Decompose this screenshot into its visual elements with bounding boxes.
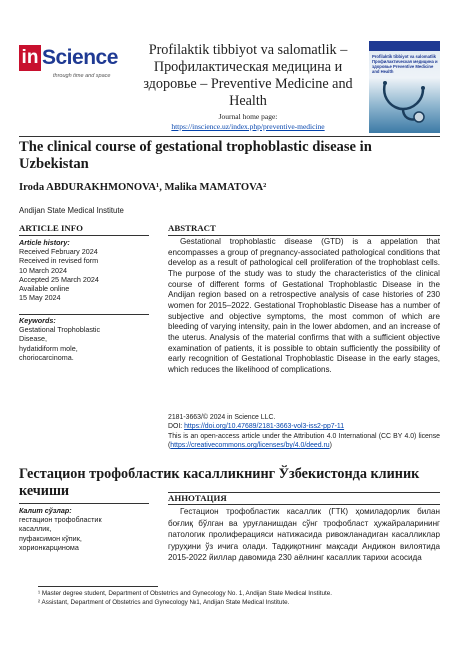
uz-abstract-heading: АННОТАЦИЯ <box>168 493 227 503</box>
footnote-item: ² Assistant, Department of Obstetrics and Gynecology №1, Andijan State Medical Institute. <box>38 599 290 606</box>
history-item: 15 May 2024 <box>19 293 61 303</box>
journal-logo <box>19 42 118 90</box>
journal-title: Profilaktik tibbiyot va salomatlik – Профилактическая медицина и здоровье – Preventive Medicine and Health <box>143 42 353 109</box>
license-suffix: ) <box>329 442 332 449</box>
journal-header <box>133 42 363 132</box>
article-title: The clinical course of gestational trophoblastic disease in Uzbekistan <box>19 139 372 172</box>
article-info-heading: ARTICLE INFO <box>19 223 83 233</box>
stethoscope-icon <box>379 79 431 125</box>
footnote-divider <box>38 586 158 587</box>
history-item: Received February 2024 <box>19 247 98 257</box>
uz-title: Гестацион трофобластик касалликнинг Ўзбекистонда клиник кечиши <box>19 466 420 499</box>
abstract-heading: ABSTRACT <box>168 223 216 233</box>
uz-abstract-text: Гестацион трофобластик касаллик (ГТК) ҳомиладорлик билан боғлиқ бўлган ва уруғланишдан сўнг трофобласт ҳужайраларининг патологик пролиферацияси натижасида ривожланадиган касалликлар гуруҳини ўз ичига олади. Тадқиқотнинг мақсади Андижон вилоятида 2015-2022 йиллар давомида 230 аёлнинг касаллик тарихи асосида <box>168 507 440 563</box>
uz-keywords-divider <box>19 503 149 504</box>
history-item: 10 March 2024 <box>19 265 67 275</box>
header-divider <box>19 136 440 137</box>
article-authors: Iroda ABDURAKHMONOVA¹, Malika MAMATOVA² <box>19 182 267 193</box>
logo-letters: in <box>19 45 41 71</box>
journal-home-label: Journal home page: <box>218 112 278 121</box>
keyword-item: Gestational Trophoblastic <box>19 325 101 335</box>
doi-label: DOI: <box>168 423 185 430</box>
article-info-divider <box>19 235 149 236</box>
history-item: Available online <box>19 284 70 294</box>
license-prefix: This is an open-access article under the Attribution 4.0 International (CC BY 4.0) license ( <box>168 433 440 449</box>
license-link[interactable]: https://creativecommons.org/licenses/by/4.0/deed.ru <box>170 442 330 449</box>
abstract-divider <box>168 235 440 236</box>
history-label: Article history: <box>19 238 70 247</box>
keyword-item: Disease, <box>19 334 47 344</box>
journal-home-link[interactable]: https://inscience.uz/index.php/preventive-medicine <box>171 122 325 131</box>
logo-word: Science <box>42 46 118 69</box>
keyword-item: choriocarcinoma. <box>19 352 74 362</box>
cover-title: Profilaktik tibbiyot va salomatlik Профилактическая медицина и здоровье Preventive Medicine and Health <box>372 54 438 74</box>
uz-keyword-item: гестацион трофобластик <box>19 515 102 525</box>
keywords-label: Keywords: <box>19 316 56 325</box>
history-item: Accepted 25 March 2024 <box>19 274 99 284</box>
uz-abstract-divider <box>168 504 440 505</box>
keywords-divider <box>19 314 149 315</box>
footnotes <box>38 589 438 607</box>
article-affiliation: Andijan State Medical Institute <box>19 206 124 215</box>
uz-keyword-item: хорионкарцинома <box>19 542 79 552</box>
footnote-item: ¹ Master degree student, Department of Obstetrics and Gynecology No. 1, Andijan State Medical Institute. <box>38 590 333 597</box>
issn-line: 2181-3663/© 2024 in Science LLC. <box>168 414 276 421</box>
article-history <box>19 238 144 302</box>
uz-keywords-label: Калит сўзлар: <box>19 506 72 515</box>
keyword-item: hydatidiform mole, <box>19 343 78 353</box>
journal-cover-image <box>369 41 440 133</box>
logo-tagline: through time and space <box>53 73 111 79</box>
keywords-block <box>19 316 144 362</box>
license-text <box>168 432 440 450</box>
cover-banner <box>369 41 440 51</box>
uz-keyword-item: касаллик, <box>19 524 52 534</box>
history-item: Received in revised form <box>19 256 99 266</box>
doi-link[interactable]: https://doi.org/10.47689/2181-3663-vol3-iss2-pp7-11 <box>184 423 345 430</box>
doi-line <box>168 422 440 431</box>
uz-keywords-block <box>19 506 144 552</box>
uz-keyword-item: пуфаксимон кўпик, <box>19 533 82 543</box>
abstract-text: Gestational trophoblastic disease (GTD) is a appelation that encompasses a group of pregnancy-associated pathological conditions that develop as a result of pathological cell proliferation of the trophoblast cells. The purpose of the study was to study the characteristics of the clinical course of different forms of Gestational Trophoblastic Disease in the Andijan region based on a retrospective analysis of case histories of 230 women for 2015–2022. Gestational Trophoblastic Disease has a number of subjective and objective symptoms, the most common of which are bleeding of varying intensity, pain in the lower abdomen, and an increase of the uterus. Analysis of the material confirms that with a sufficient objective examination of patients, it is possible to obtain sufficiently the possibility of early recognition of Gestational Trophoblastic Disease in the early stages, which reduces the likelihood of complications. <box>168 237 440 374</box>
